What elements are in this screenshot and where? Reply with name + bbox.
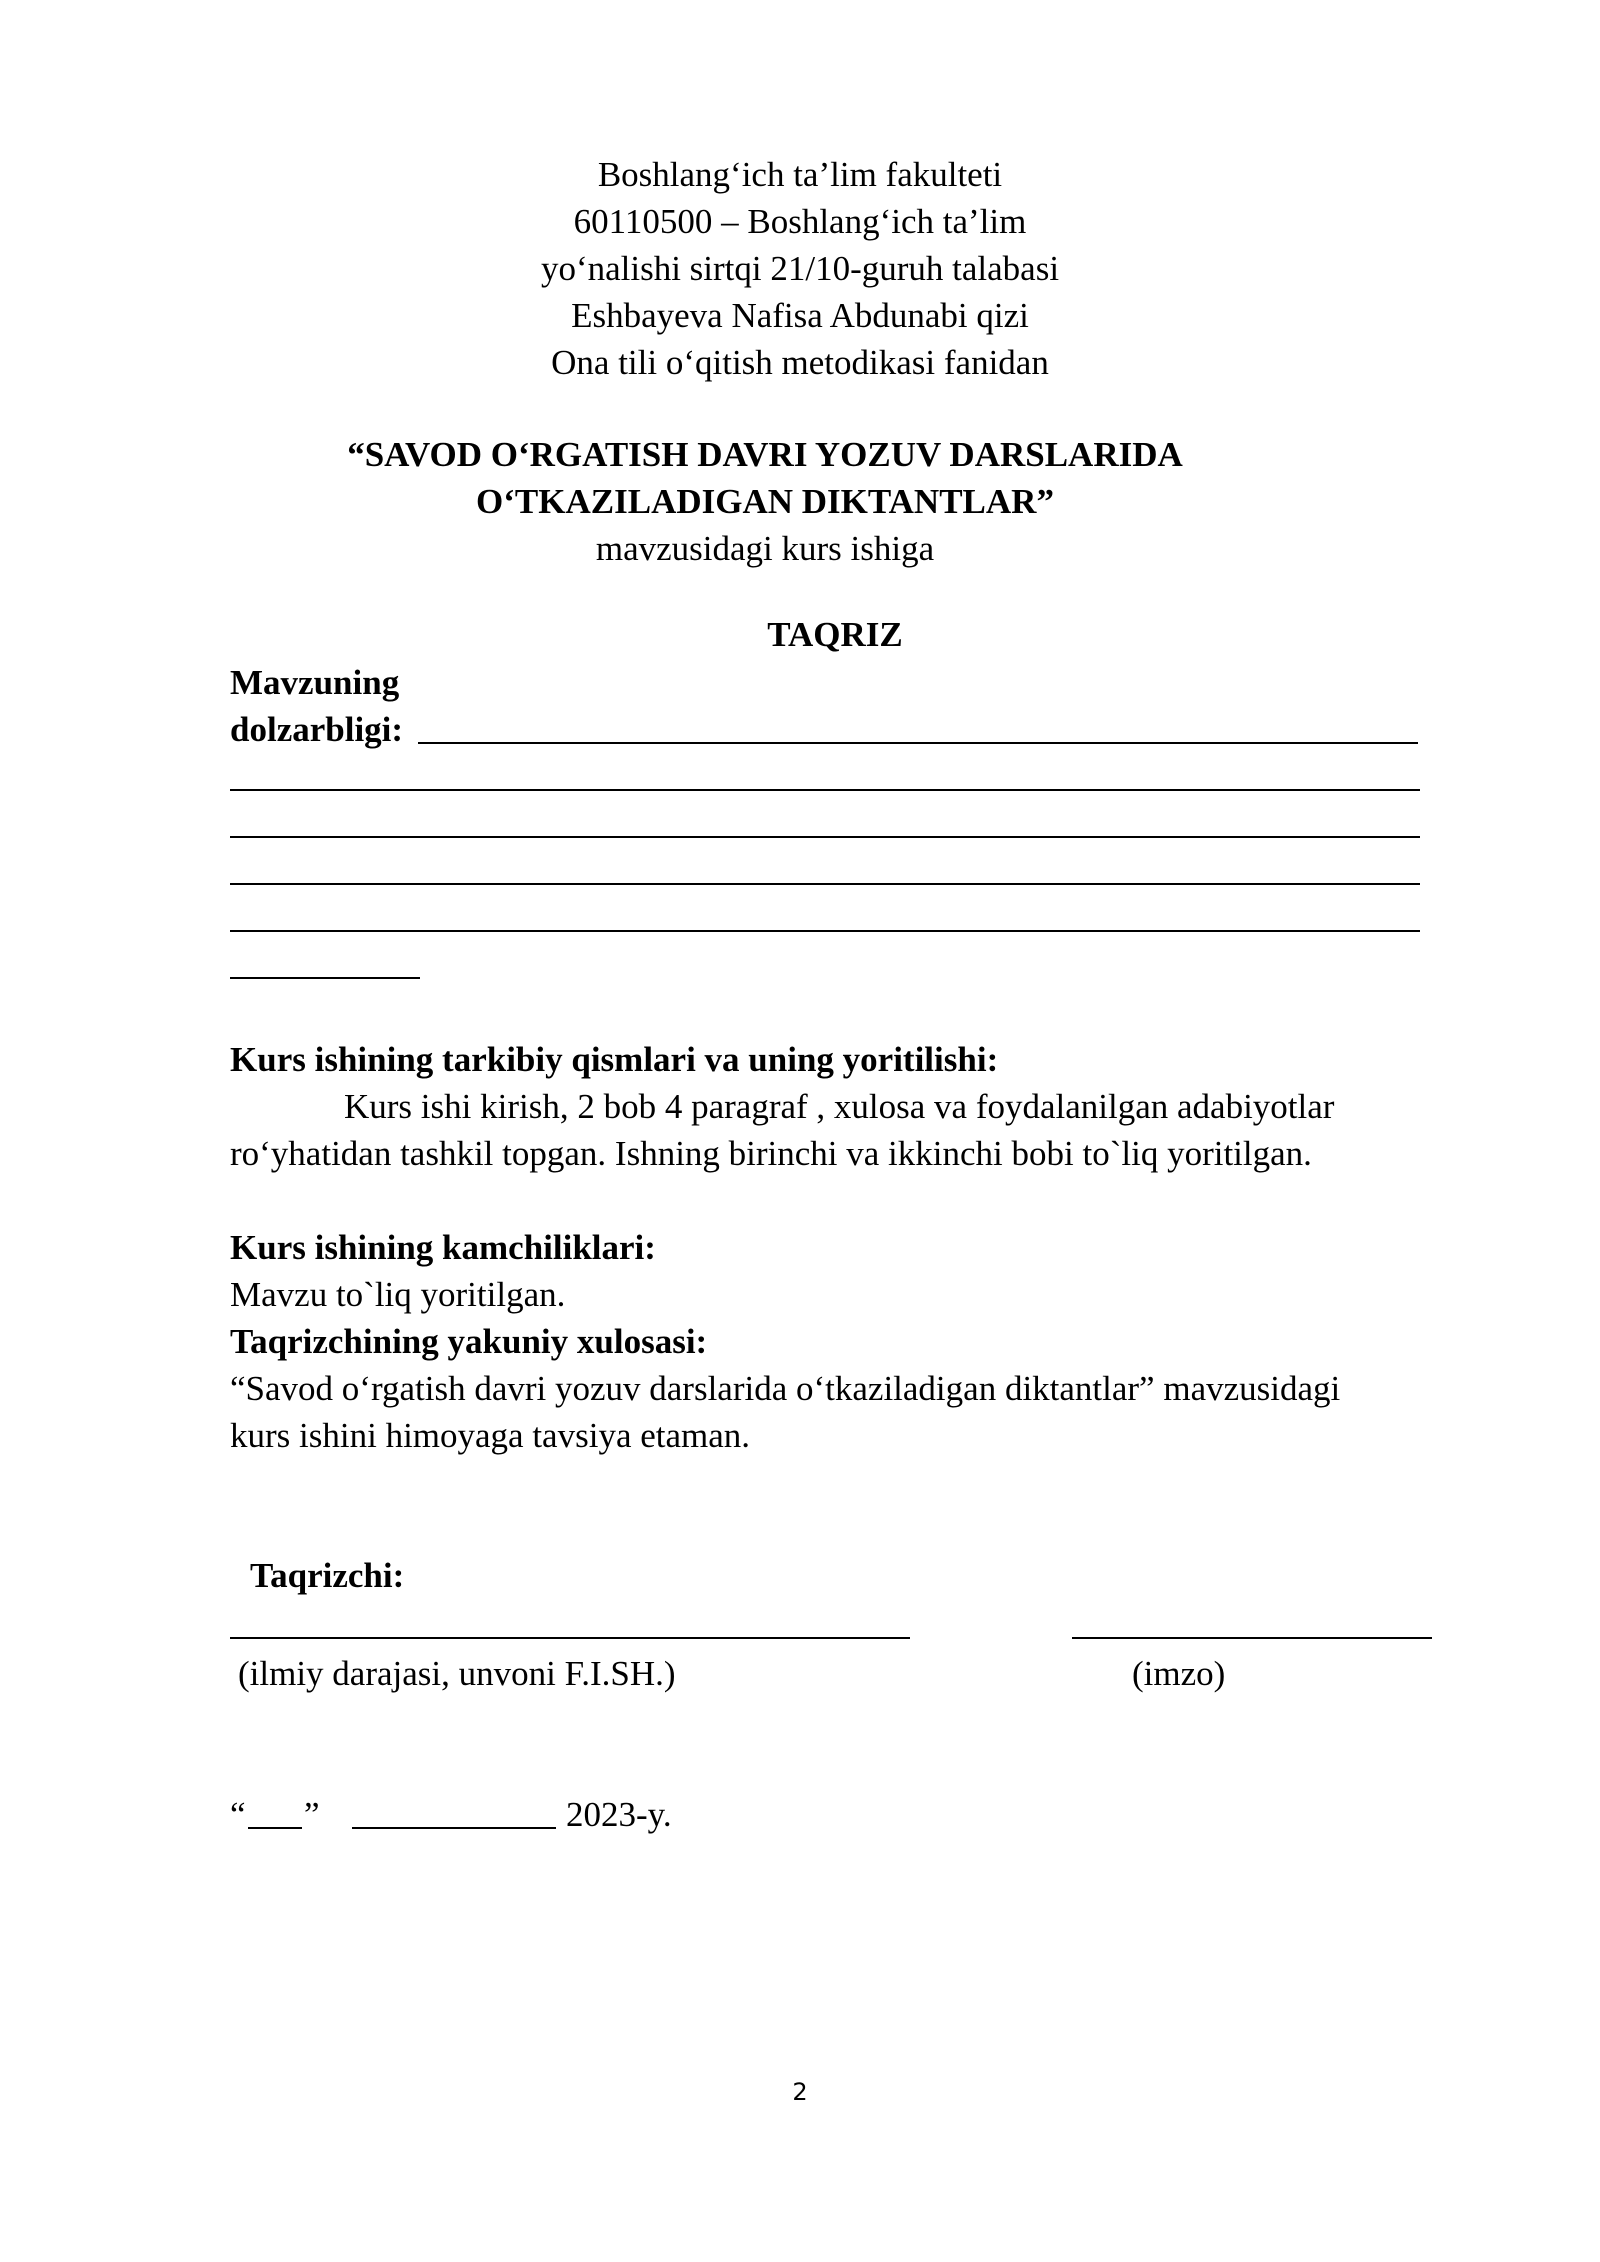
date-open-quote: “ bbox=[230, 1795, 246, 1834]
date-day-blank bbox=[248, 1827, 302, 1829]
program-line: 60110500 – Boshlang‘ich ta’lim bbox=[573, 202, 1027, 241]
sign-caption: (imzo) bbox=[1132, 1654, 1226, 1693]
shortcomings-text: Mavzu to`liq yoritilgan. bbox=[230, 1275, 566, 1314]
fill-line bbox=[230, 930, 1420, 932]
structure-label: Kurs ishining tarkibiy qismlari va uning yoritilishi: bbox=[230, 1040, 999, 1079]
page-number: 2 bbox=[792, 2078, 808, 2106]
fill-line bbox=[230, 883, 1420, 885]
relevance-label-1: Mavzuning bbox=[230, 663, 400, 702]
conclusion-label: Taqrizchining yakuniy xulosasi: bbox=[230, 1322, 708, 1361]
topic-title-line-1: “SAVOD O‘RGATISH DAVRI YOZUV DARSLARIDA bbox=[347, 435, 1183, 474]
topic-subtitle: mavzusidagi kurs ishiga bbox=[595, 529, 935, 568]
subject-line: Ona tili o‘qitish metodikasi fanidan bbox=[551, 343, 1049, 382]
structure-text-1: Kurs ishi kirish, 2 bob 4 paragraf , xulosa va foydalanilgan adabiyotlar bbox=[344, 1087, 1335, 1126]
reviewer-label: Taqrizchi: bbox=[250, 1556, 405, 1595]
fill-line bbox=[230, 977, 420, 979]
topic-title-line-2: O‘TKAZILADIGAN DIKTANTLAR” bbox=[476, 482, 1054, 521]
date-close-quote: ” bbox=[304, 1795, 320, 1834]
fill-line bbox=[418, 742, 1418, 744]
fill-line bbox=[230, 836, 1420, 838]
fill-line bbox=[230, 789, 1420, 791]
review-heading: TAQRIZ bbox=[767, 615, 903, 654]
date-year: 2023-y. bbox=[566, 1795, 672, 1834]
faculty-line: Boshlang‘ich ta’lim fakulteti bbox=[597, 155, 1003, 194]
relevance-label-2: dolzarbligi: bbox=[230, 710, 404, 749]
group-line: yo‘nalishi sirtqi 21/10-guruh talabasi bbox=[540, 249, 1060, 288]
shortcomings-label: Kurs ishining kamchiliklari: bbox=[230, 1228, 656, 1267]
signature-line bbox=[1072, 1637, 1432, 1639]
degree-caption: (ilmiy darajasi, unvoni F.I.SH.) bbox=[238, 1654, 676, 1693]
conclusion-text-1: “Savod o‘rgatish davri yozuv darslarida o‘tkaziladigan diktantlar” mavzusidagi bbox=[230, 1369, 1341, 1408]
structure-text-2: ro‘yhatidan tashkil topgan. Ishning birinchi va ikkinchi bobi to`liq yoritilgan. bbox=[230, 1134, 1312, 1173]
date-month-blank bbox=[352, 1827, 556, 1829]
reviewer-name-line bbox=[230, 1637, 910, 1639]
student-name: Eshbayeva Nafisa Abdunabi qizi bbox=[571, 296, 1029, 335]
conclusion-text-2: kurs ishini himoyaga tavsiya etaman. bbox=[230, 1416, 751, 1455]
